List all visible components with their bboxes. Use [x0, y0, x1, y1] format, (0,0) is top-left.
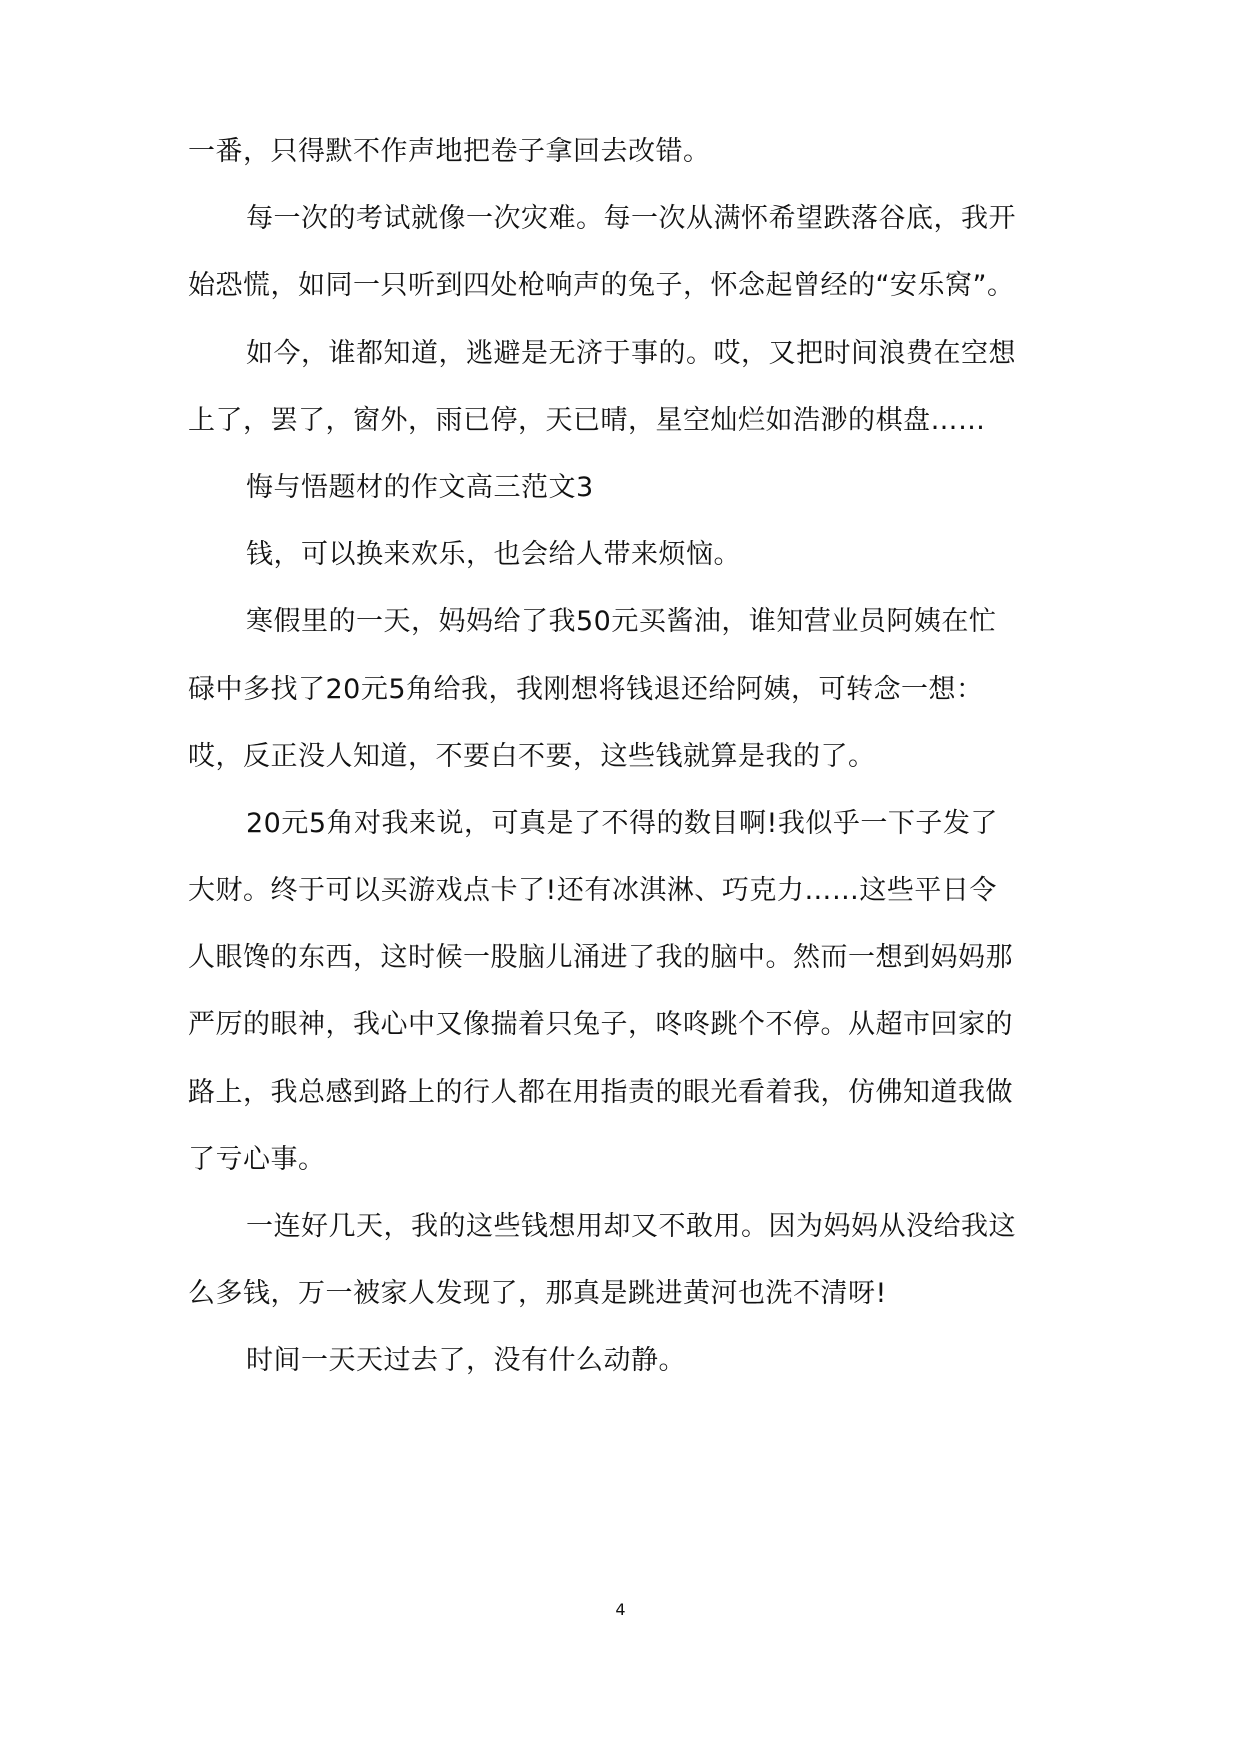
text-line: 上了，罢了，窗外，雨已停，天已晴，星空灿烂如浩渺的棋盘……	[188, 405, 986, 436]
text-line: 钱，可以换来欢乐，也会给人带来烦恼。	[246, 539, 741, 570]
text-line: 如今，谁都知道，逃避是无济于事的。哎，又把时间浪费在空想	[246, 338, 1016, 369]
text-line: 了亏心事。	[188, 1144, 326, 1175]
text-line: 一番，只得默不作声地把卷子拿回去改错。	[188, 136, 711, 167]
text-line: 始恐慌，如同一只听到四处枪响声的兔子，怀念起曾经的“安乐窝”。	[188, 270, 1015, 301]
text-line: 寒假里的一天，妈妈给了我50元买酱油，谁知营业员阿姨在忙	[246, 606, 997, 637]
text-line: 一连好几天，我的这些钱想用却又不敢用。因为妈妈从没给我这	[246, 1211, 1016, 1242]
section-heading: 悔与悟题材的作文高三范文3	[246, 472, 594, 503]
text-line: 20元5角对我来说，可真是了不得的数目啊!我似乎一下子发了	[246, 808, 998, 839]
text-line: 大财。终于可以买游戏点卡了!还有冰淇淋、巧克力……这些平日令	[188, 875, 997, 906]
text-line: 人眼馋的东西，这时候一股脑儿涌进了我的脑中。然而一想到妈妈那	[188, 942, 1013, 973]
page-number: 4	[615, 1600, 626, 1619]
text-line: 碌中多找了20元5角给我，我刚想将钱退还给阿姨，可转念一想：	[188, 674, 984, 705]
text-line: 严厉的眼神，我心中又像揣着只兔子，咚咚跳个不停。从超市回家的	[188, 1009, 1013, 1040]
text-line: 么多钱，万一被家人发现了，那真是跳进黄河也洗不清呀!	[188, 1278, 887, 1309]
text-line: 路上，我总感到路上的行人都在用指责的眼光看着我，仿佛知道我做	[188, 1077, 1013, 1108]
text-line: 时间一天天过去了，没有什么动静。	[246, 1345, 686, 1376]
text-line: 每一次的考试就像一次灾难。每一次从满怀希望跌落谷底，我开	[246, 203, 1016, 234]
text-line: 哎，反正没人知道，不要白不要，这些钱就算是我的了。	[188, 741, 876, 772]
